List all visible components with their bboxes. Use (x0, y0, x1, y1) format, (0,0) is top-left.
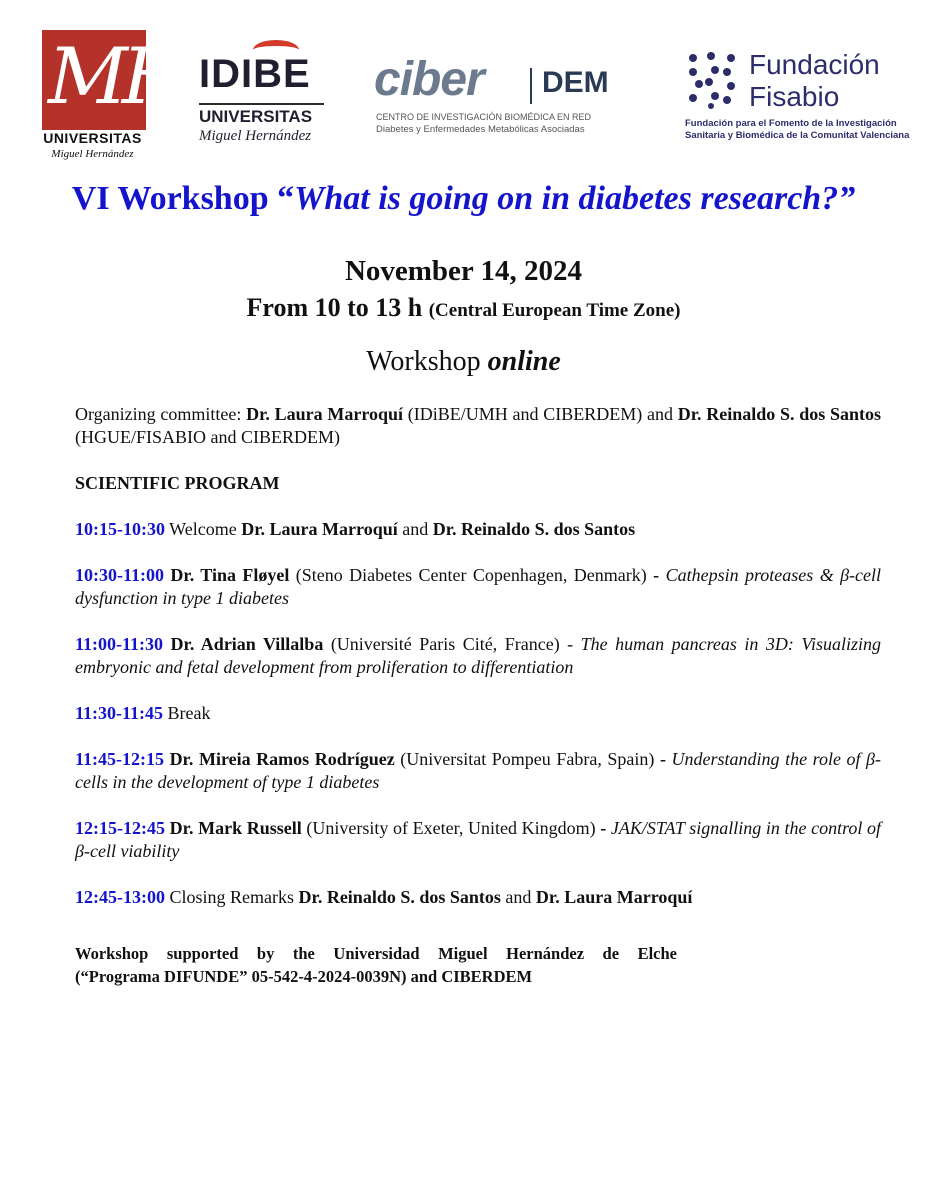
session-speaker: Dr. Reinaldo S. dos Santos (298, 887, 501, 907)
session-time: 12:15-12:45 (75, 818, 165, 838)
session-label: Break (167, 703, 211, 723)
idibe-name: IDIBE (199, 52, 311, 96)
session-time: 11:30-11:45 (75, 703, 163, 723)
committee-affiliation-1: (IDiBE/UMH and CIBERDEM) and (407, 404, 673, 424)
timezone: (Central European Time Zone) (428, 300, 681, 321)
organizing-committee (75, 403, 881, 449)
session-time: 12:45-13:00 (75, 887, 165, 907)
session-talk-title: Understanding the role of β-cells in the development of type 1 diabetes (75, 749, 882, 792)
session-row (75, 886, 881, 909)
session-time: 11:00-11:30 (75, 634, 163, 654)
event-time (0, 293, 927, 323)
session-time: 10:30-11:00 (75, 565, 164, 585)
committee-label: Organizing committee: (75, 404, 242, 424)
fisabio-name-2: Fisabio (749, 81, 840, 112)
idibe-logo (195, 40, 330, 160)
session-row (75, 817, 881, 863)
session-speaker: Dr. Adrian Villalba (170, 634, 324, 654)
session-label: Closing Remarks (169, 887, 294, 907)
event-date: November 14, 2024 (344, 255, 583, 287)
mode-online: online (487, 346, 561, 377)
title-question: What is going on in diabetes research?” (294, 180, 856, 217)
session-separator: - (653, 565, 660, 585)
fisabio-name-1: Fundación (749, 49, 880, 80)
session-row (75, 633, 881, 679)
umh-mark-text: MH (48, 32, 184, 122)
committee-person-2: Dr. Reinaldo S. dos Santos (677, 404, 882, 424)
idibe-divider (199, 103, 324, 105)
ciber-subtitle-1: CENTRO DE INVESTIGACIÓN BIOMÉDICA EN RED (376, 112, 592, 122)
session-affiliation: (University of Exeter, United Kingdom) (306, 818, 596, 838)
session-talk-title: The human pancreas in 3D: Visualizing embryonic and fetal development from proliferation to differentiation (75, 634, 882, 677)
session-talk-title: JAK/STAT signalling in the control of β-cell viability (75, 818, 882, 861)
fisabio-subtitle-1: Fundación para el Fomento de la Investigación (685, 118, 897, 129)
session-time: 11:45-12:15 (75, 749, 164, 769)
program-heading: SCIENTIFIC PROGRAM (75, 473, 280, 493)
session-speaker: Dr. Mark Russell (169, 818, 302, 838)
idibe-line1: UNIVERSITAS (199, 107, 313, 126)
umh-name: UNIVERSITAS (43, 130, 142, 146)
session-conjunction: and (402, 519, 429, 539)
support-line-1: Workshop supported by the Universidad Miguel Hernández de Elche (75, 944, 677, 963)
session-affiliation: (Université Paris Cité, France) - (330, 634, 574, 654)
title-prefix: VI Workshop “ (71, 180, 295, 217)
ciber-subtitle-2: Diabetes y Enfermedades Metabólicas Asociadas (376, 124, 585, 135)
session-time: 10:15-10:30 (75, 519, 165, 539)
session-conjunction: and (505, 887, 532, 907)
session-row (75, 518, 881, 541)
idibe-line2: Miguel Hernández (199, 128, 312, 144)
fisabio-dots-icon (685, 50, 739, 110)
session-speaker-2: Dr. Reinaldo S. dos Santos (432, 519, 636, 539)
session-row (75, 702, 881, 725)
ciberdem-logo (372, 50, 642, 145)
program-body (75, 403, 881, 988)
committee-person-1: Dr. Laura Marroquí (246, 404, 404, 424)
workshop-title (0, 180, 927, 218)
session-speaker: Dr. Mireia Ramos Rodríguez (169, 749, 395, 769)
session-speaker: Dr. Laura Marroquí (241, 519, 398, 539)
session-speaker: Dr. Tina Fløyel (170, 565, 290, 585)
session-row (75, 748, 881, 794)
support-line-2: (“Programa DIFUNDE” 05-542-4-2024-0039N) and CIBERDEM (75, 967, 533, 986)
session-separator: - (600, 818, 607, 838)
umh-subname: Miguel Hernández (51, 148, 134, 160)
logo-strip (0, 0, 927, 175)
session-separator: - (659, 749, 666, 769)
session-row (75, 564, 881, 610)
session-affiliation: (Steno Diabetes Center Copenhagen, Denmark) (295, 565, 647, 585)
ciber-divider (530, 68, 532, 104)
time-range: From 10 to 13 h (246, 293, 423, 322)
umh-mark (42, 30, 184, 130)
session-label: Welcome (169, 519, 237, 539)
fisabio-subtitle-2: Sanitaria y Biomédica de la Comunitat Valenciana (685, 130, 910, 141)
committee-affiliation-2: (HGUE/FISABIO and CIBERDEM) (75, 427, 340, 447)
session-speaker-2: Dr. Laura Marroquí (535, 887, 693, 907)
session-affiliation: (Universitat Pompeu Fabra, Spain) (400, 749, 655, 769)
ciber-word: ciber (374, 53, 484, 106)
ciber-dem: DEM (542, 66, 609, 99)
session-talk-title: Cathepsin proteases & β-cell dysfunction in type 1 diabetes (75, 565, 882, 608)
mode-prefix: Workshop (366, 346, 481, 377)
event-mode (0, 346, 927, 378)
umh-logo (30, 22, 184, 162)
fisabio-logo (683, 44, 918, 154)
